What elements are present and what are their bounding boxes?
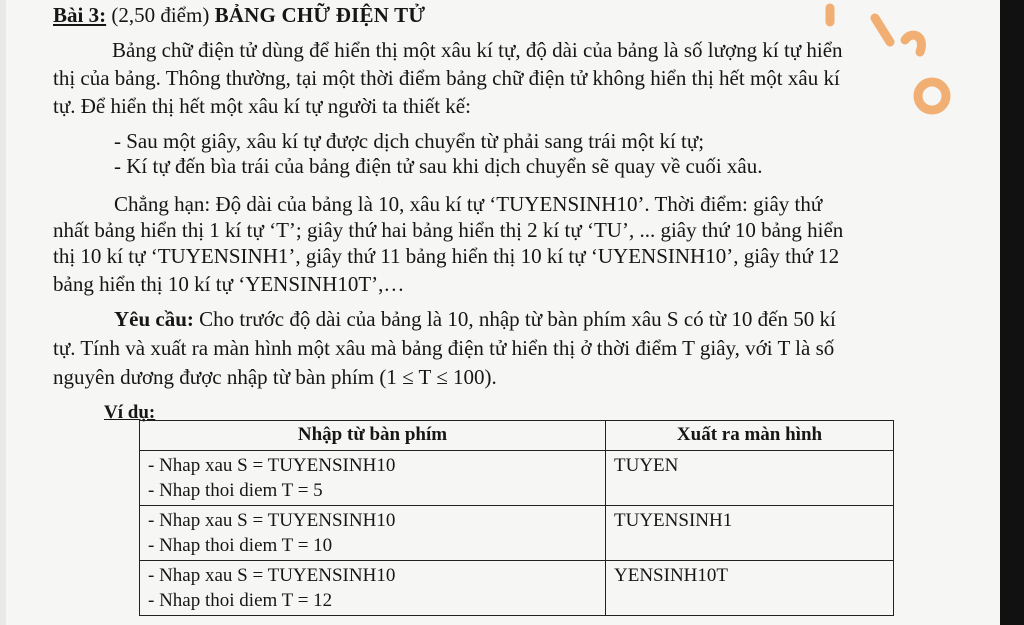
requirement-text: Cho trước độ dài của bảng là 10, nhập từ bàn phím xâu S có từ 10 đến 50 kí <box>193 307 836 331</box>
bullet-item: - Kí tự đến bìa trái của bảng điện tử sau khi dịch chuyển sẽ quay về cuối xâu. <box>114 154 763 178</box>
exercise-number: Bài 3: <box>53 3 107 27</box>
exercise-heading <box>53 2 425 28</box>
table-cell-output: YENSINH10T <box>606 561 894 616</box>
scan-edge-left <box>0 0 6 625</box>
input-time-line: - Nhap thoi diem T = 12 <box>148 590 333 611</box>
table-cell-input <box>140 561 606 616</box>
intro-line-1: Bảng chữ điện tử dùng để hiển thị một xâu kí tự, độ dài của bảng là số lượng kí tự hiển <box>112 38 843 62</box>
requirement-line-1 <box>114 306 836 332</box>
intro-line-3: tự. Để hiển thị hết một xâu kí tự người ta thiết kế: <box>53 94 471 118</box>
requirement-label: Yêu cầu: <box>114 307 194 331</box>
table-row <box>140 561 894 616</box>
bullet-item: - Sau một giây, xâu kí tự được dịch chuyển từ phải sang trái một kí tự; <box>114 129 705 153</box>
requirement-line-3: nguyên dương được nhập từ bàn phím (1 ≤ T ≤ 100). <box>53 365 497 389</box>
watermark-logo <box>820 0 960 120</box>
example-label: Ví dụ: <box>104 402 156 423</box>
input-time-line: - Nhap thoi diem T = 10 <box>148 535 333 556</box>
table-header-input: Nhập từ bàn phím <box>140 421 606 451</box>
example-line-3: thị 10 kí tự ‘TUYENSINH1’, giây thứ 11 bảng hiển thị 10 kí tự ‘UYENSINH10’, giây thứ 12 <box>53 244 840 268</box>
input-string-line: - Nhap xau S = TUYENSINH10 <box>148 510 396 531</box>
input-string-line: - Nhap xau S = TUYENSINH10 <box>148 455 396 476</box>
watermark-strokes <box>830 8 946 110</box>
table-row <box>140 451 894 506</box>
table-header-row <box>140 421 894 451</box>
table-row <box>140 506 894 561</box>
intro-line-2: thị của bảng. Thông thường, tại một thời điểm bảng chữ điện tử không hiển thị hết một xâu kí <box>53 66 840 90</box>
exercise-points: (2,50 điểm) <box>106 3 215 27</box>
exercise-title: BẢNG CHỮ ĐIỆN TỬ <box>214 3 426 27</box>
table-cell-input <box>140 451 606 506</box>
table-cell-input <box>140 506 606 561</box>
input-string-line: - Nhap xau S = TUYENSINH10 <box>148 565 396 586</box>
input-time-line: - Nhap thoi diem T = 5 <box>148 480 323 501</box>
table-cell-output: TUYEN <box>606 451 894 506</box>
example-line-1: Chẳng hạn: Độ dài của bảng là 10, xâu kí tự ‘TUYENSINH10’. Thời điểm: giây thứ <box>114 192 823 216</box>
table-cell-output: TUYENSINH1 <box>606 506 894 561</box>
requirement-line-2: tự. Tính và xuất ra màn hình một xâu mà bảng điện tử hiển thị ở thời điểm T giây, với T là số <box>53 336 835 360</box>
example-line-4: bảng hiển thị 10 kí tự ‘YENSINH10T’,… <box>53 272 405 296</box>
example-table <box>139 420 894 616</box>
scan-edge-right <box>1000 0 1024 625</box>
example-line-2: nhất bảng hiển thị 1 kí tự ‘T’; giây thứ hai bảng hiển thị 2 kí tự ‘TU’, ... giây thứ 10 bảng hiển <box>53 218 844 242</box>
table-header-output: Xuất ra màn hình <box>606 421 894 451</box>
